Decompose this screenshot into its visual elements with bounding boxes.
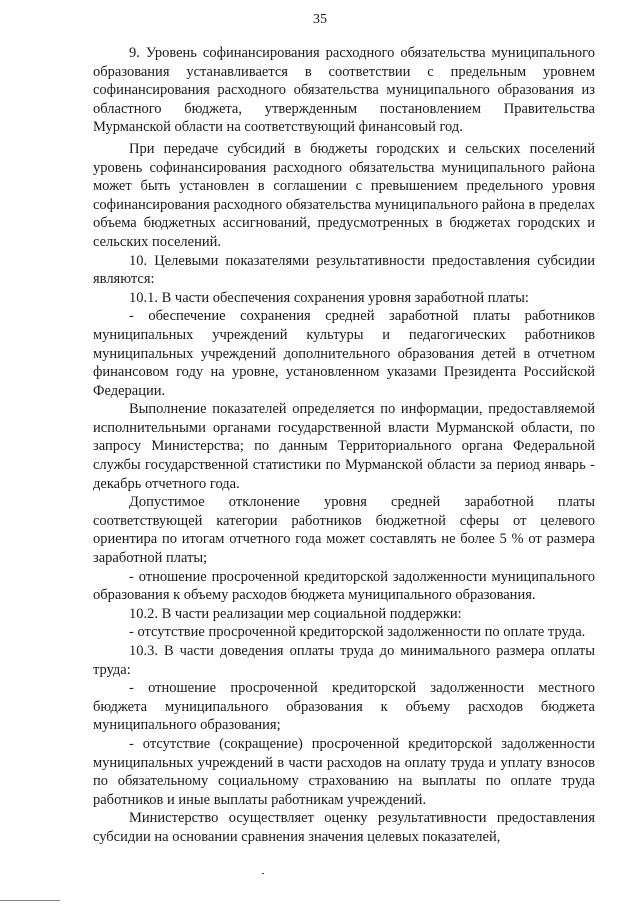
paragraph-ministry-evaluation: Министерство осуществляет оценку результативности предоставления субсидии на основании сравнения значения целевых показателей, <box>93 810 595 845</box>
paragraph-allowed-deviation: Допустимое отклонение уровня средней заработной платы соответствующей категории работников бюджетной сферы от целевого ориентира по итогам отчетного года может составлять не более 5 % от размера заработной платы; <box>93 494 595 567</box>
paragraph-9: 9. Уровень софинансирования расходного обязательства муниципального образования устанавливается в соответствии с предельным уровнем софинансирования расходного обязательства муниципального образования из областного бюджета, утвержденным постановлением Правительства Мурманской области на соответствующий финансовый год. <box>93 45 595 136</box>
list-item-debt-reduction: - отсутствие (сокращение) просроченной кредиторской задолженности муниципальных учреждений в части расходов на оплату труда и уплату взносов по обязательному социальному страхованию на выплаты по оплате труда работников и иные выплаты работникам учреждений. <box>93 735 595 808</box>
list-item-salary-preservation: - обеспечение сохранения средней заработной платы работников муниципальных учреждений культуры и педагогических работников муниципальных учреждений дополнительного образования детей в отчетном финансовом году на уровне, установленном указами Президента Российской Федерации. <box>93 308 595 399</box>
paragraph-10-3: 10.3. В части доведения оплаты труда до минимального размера оплаты труда: <box>93 643 595 678</box>
paragraph-subsidy-transfer: При передаче субсидий в бюджеты городских и сельских поселений уровень софинансирования расходного обязательства муниципального района может быть установлен в соглашении с превышением предельного уровня софинансирования расходного обязательства муниципального района в пределах объема бюджетных ассигнований, предусмотренных в бюджетах городских и сельских поселений. <box>93 140 595 250</box>
paragraph-10-1: 10.1. В части обеспечения сохранения уровня заработной платы: <box>129 289 529 306</box>
list-item-no-overdue-debt: - отсутствие просроченной кредиторской задолженности по оплате труда. <box>129 624 586 641</box>
paragraph-indicator-execution: Выполнение показателей определяется по информации, предоставляемой исполнительными органами государственной власти Мурманской области, по запросу Министерства; по данным Территориального органа Федеральной службы государственной статистики по Мурманской области за период январь - декабрь отчетного года. <box>93 401 595 492</box>
paragraph-10: 10. Целевыми показателями результативности предоставления субсидии являются: <box>93 252 595 288</box>
list-item-local-budget-ratio: - отношение просроченной кредиторской задолженности местного бюджета муниципального образования к объему расходов бюджета муниципального образования; <box>93 680 595 734</box>
paragraph-10-2: 10.2. В части реализации мер социальной поддержки: <box>129 605 462 622</box>
scan-edge-line <box>0 900 60 901</box>
list-item-overdue-ratio: - отношение просроченной кредиторской задолженности муниципального образования к объему расходов бюджета муниципального образования. <box>93 568 595 604</box>
document-body <box>93 44 595 847</box>
scan-speck <box>262 873 264 874</box>
page-number: 35 <box>313 12 327 27</box>
